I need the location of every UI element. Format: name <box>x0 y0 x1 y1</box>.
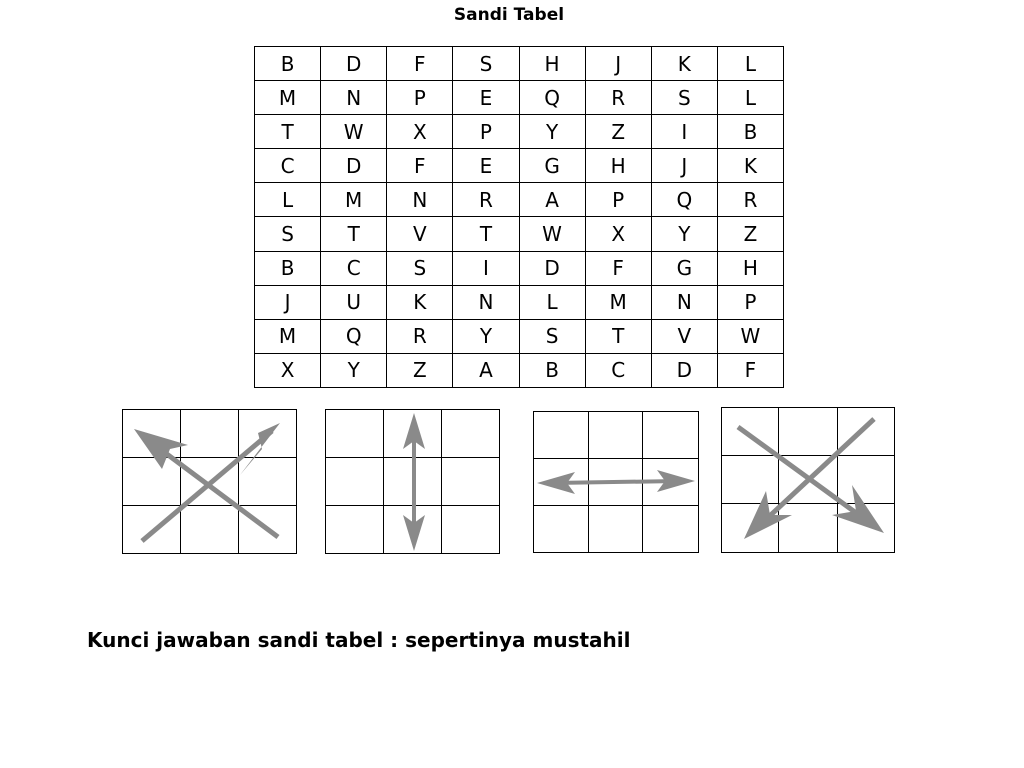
cipher-cell: Z <box>585 115 651 149</box>
cipher-cell: Q <box>321 319 387 353</box>
cipher-cell: R <box>717 183 783 217</box>
cipher-row <box>255 353 784 387</box>
cipher-cell: V <box>651 319 717 353</box>
cipher-cell: G <box>651 251 717 285</box>
cipher-cell: L <box>717 47 783 81</box>
cipher-cell: G <box>519 149 585 183</box>
cipher-cell: C <box>585 353 651 387</box>
cipher-row <box>255 285 784 319</box>
cipher-cell: Q <box>519 81 585 115</box>
pattern-diagonal-down-arrows <box>720 405 898 555</box>
cipher-cell: Z <box>717 217 783 251</box>
cipher-cell: R <box>585 81 651 115</box>
cipher-cell: S <box>519 319 585 353</box>
cipher-cell: H <box>717 251 783 285</box>
cipher-cell: X <box>255 353 321 387</box>
cipher-cell: I <box>453 251 519 285</box>
answer-key-text: Kunci jawaban sandi tabel : sepertinya mustahil <box>87 628 631 652</box>
cipher-cell: T <box>585 319 651 353</box>
cipher-cell: K <box>717 149 783 183</box>
pattern-vertical-arrow <box>325 409 501 555</box>
cipher-cell: B <box>255 47 321 81</box>
cipher-cell: W <box>321 115 387 149</box>
cipher-cell: H <box>585 149 651 183</box>
cipher-cell: T <box>255 115 321 149</box>
cipher-cell: P <box>717 285 783 319</box>
cipher-cell: P <box>453 115 519 149</box>
cipher-cell: H <box>519 47 585 81</box>
cipher-cell: Q <box>651 183 717 217</box>
cipher-cell: F <box>717 353 783 387</box>
cipher-cell: Y <box>321 353 387 387</box>
cipher-cell: P <box>387 81 453 115</box>
pattern-horizontal-arrow <box>533 409 701 555</box>
cipher-row <box>255 81 784 115</box>
cipher-cell: B <box>519 353 585 387</box>
cipher-cell: D <box>651 353 717 387</box>
cipher-cell: W <box>519 217 585 251</box>
cipher-cell: X <box>585 217 651 251</box>
cipher-cell: L <box>717 81 783 115</box>
cipher-cell: N <box>453 285 519 319</box>
cipher-cell: W <box>717 319 783 353</box>
cipher-cell: B <box>255 251 321 285</box>
cipher-cell: L <box>255 183 321 217</box>
cipher-row <box>255 217 784 251</box>
cipher-cell: E <box>453 149 519 183</box>
cipher-cell: J <box>585 47 651 81</box>
cipher-cell: T <box>321 217 387 251</box>
cipher-row <box>255 251 784 285</box>
cipher-table <box>254 46 784 388</box>
cipher-cell: J <box>255 285 321 319</box>
cipher-row <box>255 319 784 353</box>
pattern-diagonal-up-arrows <box>122 409 298 555</box>
cipher-cell: M <box>585 285 651 319</box>
cipher-cell: M <box>255 319 321 353</box>
cipher-cell: M <box>255 81 321 115</box>
cipher-cell: N <box>651 285 717 319</box>
cipher-row <box>255 183 784 217</box>
cipher-cell: R <box>453 183 519 217</box>
cipher-cell: D <box>519 251 585 285</box>
cipher-cell: J <box>651 149 717 183</box>
cipher-cell: K <box>387 285 453 319</box>
cipher-cell: S <box>255 217 321 251</box>
cipher-row <box>255 149 784 183</box>
cipher-cell: N <box>387 183 453 217</box>
cipher-cell: L <box>519 285 585 319</box>
cipher-cell: A <box>519 183 585 217</box>
cipher-cell: T <box>453 217 519 251</box>
cipher-cell: Y <box>519 115 585 149</box>
cipher-cell: D <box>321 47 387 81</box>
cipher-cell: Y <box>453 319 519 353</box>
cipher-cell: F <box>585 251 651 285</box>
cipher-row <box>255 115 784 149</box>
cipher-cell: U <box>321 285 387 319</box>
cipher-cell: Z <box>387 353 453 387</box>
cipher-cell: I <box>651 115 717 149</box>
cipher-row <box>255 47 784 81</box>
cipher-cell: M <box>321 183 387 217</box>
cipher-cell: Y <box>651 217 717 251</box>
cipher-cell: R <box>387 319 453 353</box>
cipher-cell: F <box>387 149 453 183</box>
cipher-cell: K <box>651 47 717 81</box>
cipher-cell: X <box>387 115 453 149</box>
cipher-cell: S <box>453 47 519 81</box>
cipher-cell: V <box>387 217 453 251</box>
cipher-cell: S <box>651 81 717 115</box>
cipher-cell: C <box>321 251 387 285</box>
cipher-cell: E <box>453 81 519 115</box>
cipher-cell: F <box>387 47 453 81</box>
page-title: Sandi Tabel <box>453 5 565 25</box>
cipher-cell: D <box>321 149 387 183</box>
cipher-cell: B <box>717 115 783 149</box>
cipher-cell: P <box>585 183 651 217</box>
cipher-cell: A <box>453 353 519 387</box>
cipher-cell: N <box>321 81 387 115</box>
cipher-cell: S <box>387 251 453 285</box>
cipher-cell: C <box>255 149 321 183</box>
